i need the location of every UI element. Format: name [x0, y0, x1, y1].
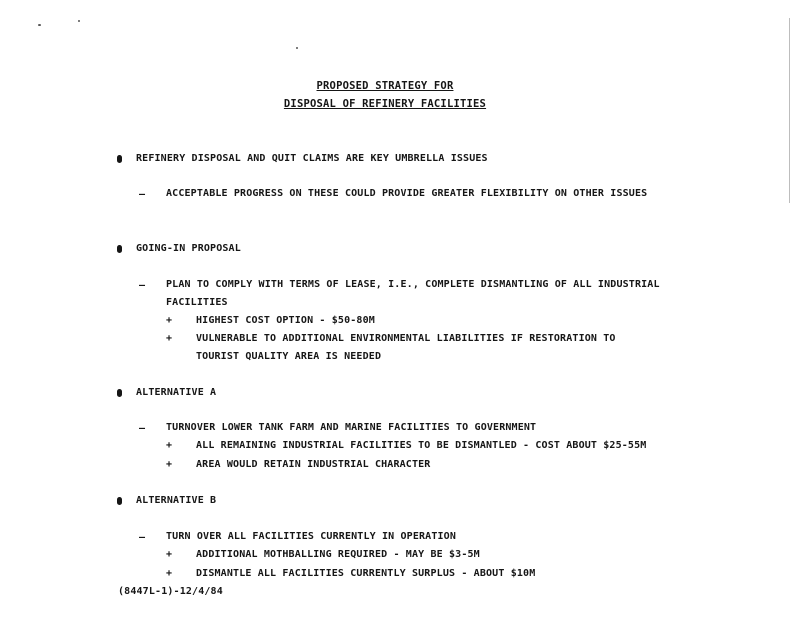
subitem-plus: +	[166, 315, 173, 326]
document-title-line2: DISPOSAL OF REFINERY FACILITIES	[283, 98, 487, 110]
subitem-plus: +	[166, 440, 173, 451]
section-heading: REFINERY DISPOSAL AND QUIT CLAIMS ARE KEY UMBRELLA ISSUES	[136, 153, 488, 164]
subitem-plus: +	[166, 459, 173, 470]
document-title-line1: PROPOSED STRATEGY FOR	[316, 80, 454, 92]
item-text: TURNOVER LOWER TANK FARM AND MARINE FACILITIES TO GOVERNMENT	[166, 422, 537, 433]
subitem-plus: +	[166, 333, 173, 344]
subitem-text: HIGHEST COST OPTION - $50-80M	[196, 315, 375, 326]
item-dash: –	[139, 423, 146, 434]
section-bullet	[117, 155, 122, 163]
subitem-text: ALL REMAINING INDUSTRIAL FACILITIES TO BE DISMANTLED - COST ABOUT $25-55M	[196, 440, 647, 451]
item-text-continued: FACILITIES	[166, 297, 228, 308]
scan-speck	[296, 47, 298, 49]
item-text: PLAN TO COMPLY WITH TERMS OF LEASE, I.E., COMPLETE DISMANTLING OF ALL INDUSTRIAL	[166, 279, 660, 290]
scan-speck	[78, 20, 80, 22]
section-heading: GOING-IN PROPOSAL	[136, 243, 241, 254]
scan-edge-line	[789, 18, 790, 203]
subitem-text-continued: TOURIST QUALITY AREA IS NEEDED	[196, 351, 382, 362]
subitem-text: VULNERABLE TO ADDITIONAL ENVIRONMENTAL LIABILITIES IF RESTORATION TO	[196, 333, 616, 344]
subitem-text: AREA WOULD RETAIN INDUSTRIAL CHARACTER	[196, 459, 431, 470]
item-text: TURN OVER ALL FACILITIES CURRENTLY IN OPERATION	[166, 531, 457, 542]
item-text: ACCEPTABLE PROGRESS ON THESE COULD PROVIDE GREATER FLEXIBILITY ON OTHER ISSUES	[166, 188, 648, 199]
section-bullet	[117, 497, 122, 505]
item-dash: –	[139, 280, 146, 291]
subitem-text: DISMANTLE ALL FACILITIES CURRENTLY SURPLUS - ABOUT $10M	[196, 568, 536, 579]
section-heading: ALTERNATIVE A	[136, 387, 217, 398]
scan-speck	[38, 24, 41, 26]
subitem-plus: +	[166, 568, 173, 579]
item-dash: –	[139, 189, 146, 200]
section-bullet	[117, 245, 122, 253]
item-dash: –	[139, 532, 146, 543]
section-heading: ALTERNATIVE B	[136, 495, 217, 506]
document-reference-code: (8447L-1)-12/4/84	[118, 586, 223, 597]
section-bullet	[117, 389, 122, 397]
subitem-plus: +	[166, 549, 173, 560]
subitem-text: ADDITIONAL MOTHBALLING REQUIRED - MAY BE $3-5M	[196, 549, 480, 560]
